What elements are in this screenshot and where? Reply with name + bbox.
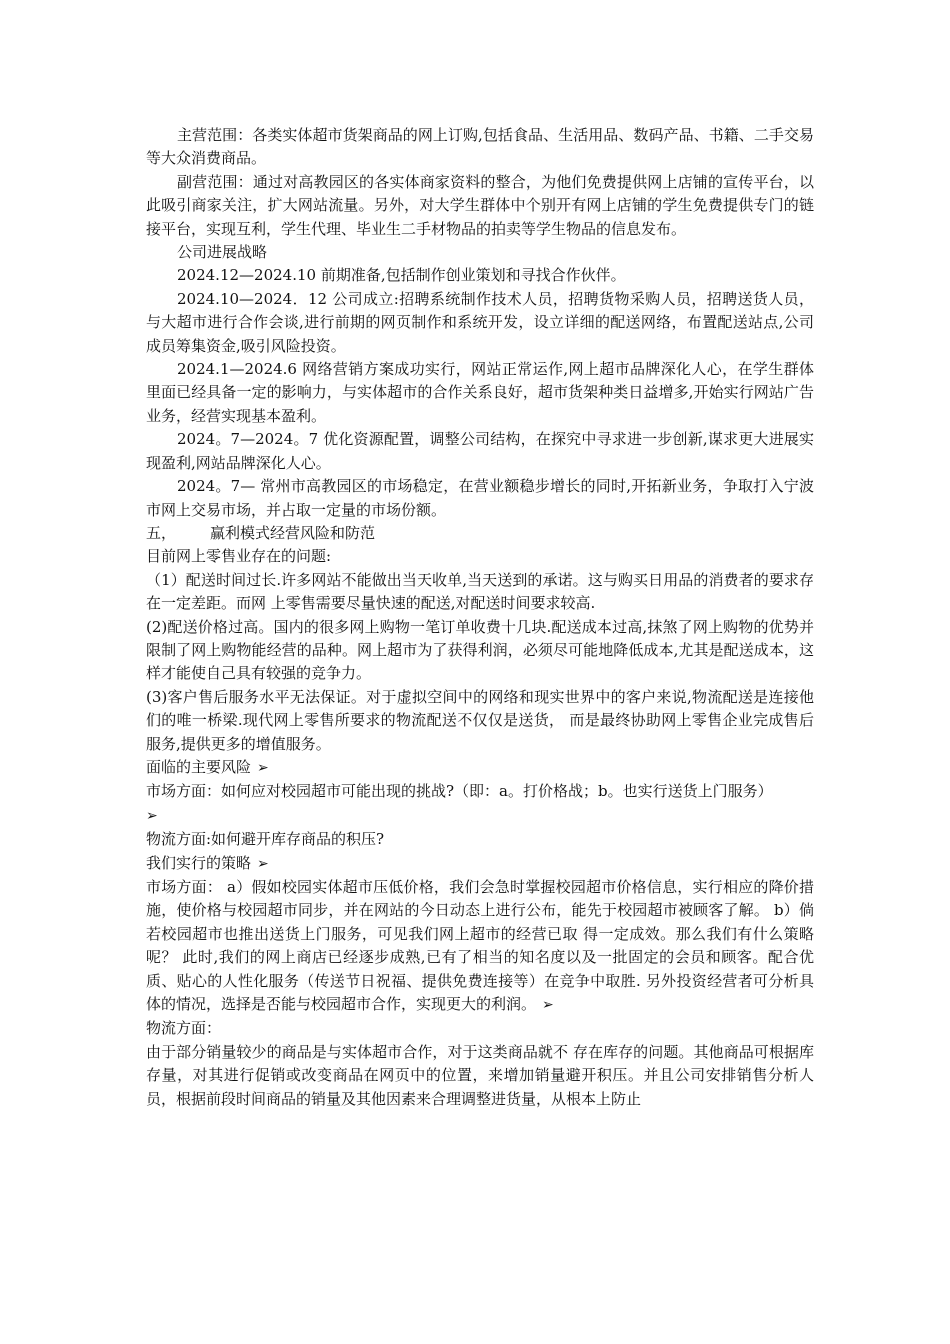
risks-title: 面临的主要风险 bbox=[146, 757, 252, 776]
problem-1-paragraph: （1）配送时间过长.许多网站不能做出当天收单,当天送到的承诺。这与购买日用品的消费者的要求存在一定差距。而网 上零售需要尽量快速的配送,对配送时间要求较高. bbox=[146, 570, 814, 613]
risks-heading bbox=[146, 756, 814, 780]
arrow-bullet-icon: ➢ bbox=[257, 855, 269, 872]
strategy-heading: 公司进展战略 bbox=[177, 243, 268, 262]
phase-4-paragraph: 2024。7—2024。7 优化资源配置，调整公司结构，在探究中寻求进一步创新,谋求更大进展实现盈利,网站品牌深化人心。 bbox=[146, 430, 814, 472]
risk-market-paragraph bbox=[146, 780, 814, 828]
problem-2-paragraph: (2)配送价格过高。国内的很多网上购物一笔订单收费十几块.配送成本过高,抹煞了网上购物的优势并限制了网上购物能经营的品种。网上超市为了获得利润，必须尽可能地降低成本,尤其是配送成本，这样才能使自己具有较强的竞争力。 bbox=[146, 617, 814, 683]
strategy-market-text: 市场方面： a）假如校园实体超市压低价格，我们会急时掌握校园超市价格信息，实行相应的降价措施，使价格与校园超市同步，并在网站的今日动态上进行公布，能先于校园超市被顾客了解。 b）倘若校园超市也推出送货上门服务，可见我们网上超市的经营已取 得一定成效。那么我们有什么策略呢？ 此时,我们的网上商店已经逐步成熟,已有了相当的知名度以及一批固定的会员和顾客。配合优质、贴心的人性化服务（传送节日祝福、提供免费连接等）在竞争中取胜. 另外投资经营者可分析具体的情况，选择是否能与校园超市合作，实现更大的利润。 bbox=[146, 878, 814, 1014]
risk-logistics-paragraph: 物流方面:如何避开库存商品的积压? bbox=[146, 830, 385, 849]
risk-market-text: 市场方面：如何应对校园超市可能出现的挑战?（即：a。打价格战；b。也实行送货上门服务） bbox=[146, 782, 773, 801]
phase-1-paragraph: 2024.12—2024.10 前期准备,包括制作创业策划和寻找合作伙伴。 bbox=[177, 266, 626, 285]
section-number: 五， bbox=[146, 523, 177, 542]
side-scope-paragraph: 副营范围：通过对高教园区的各实体商家资料的整合，为他们免费提供网上店铺的宣传平台，以此吸引商家关注，扩大网站流量。另外，对大学生群体中个别开有网上店铺的学生免费提供专门的链接平台，实现互利，学生代理、毕业生二手材物品的拍卖等学生物品的信息发布。 bbox=[146, 172, 814, 238]
phase-2-paragraph: 2024.10—2024．12 公司成立:招聘系统制作技术人员，招聘货物采购人员，招聘送货人员，与大超市进行合作会谈,进行前期的网页制作和系统开发，设立详细的配送网络，布置配送站点,公司成员筹集资金,吸引风险投资。 bbox=[146, 289, 814, 355]
arrow-bullet-icon: ➢ bbox=[146, 807, 158, 824]
problems-heading: 目前网上零售业存在的问题: bbox=[146, 547, 332, 566]
main-scope-paragraph: 主营范围：各类实体超市货架商品的网上订购,包括食品、生活用品、数码产品、书籍、二手交易等大众消费商品。 bbox=[146, 126, 814, 168]
our-strategy-heading bbox=[146, 852, 814, 876]
phase-3-paragraph: 2024.1—2024.6 网络营销方案成功实行，网站正常运作,网上超市品牌深化人心，在学生群体里面已经具备一定的影响力，与实体超市的合作关系良好，超市货架种类日益增多,开始实行网站广告业务，经营实现基本盈利。 bbox=[146, 360, 814, 425]
arrow-bullet-icon: ➢ bbox=[257, 759, 269, 776]
strategy-logistics-heading: 物流方面： bbox=[146, 1019, 222, 1038]
problem-3-paragraph: (3)客户售后服务水平无法保证。对于虚拟空间中的网络和现实世界中的客户来说,物流配送是连接他们的唯一桥梁.现代网上零售所要求的物流配送不仅仅是送货， 而是最终协助网上零售企业完成售后服务,提供更多的增值服务。 bbox=[146, 687, 814, 753]
strategy-logistics-paragraph: 由于部分销量较少的商品是与实体超市合作，对于这类商品就不 存在库存的问题。其他商品可根据库存量，对其进行促销或改变商品在网页中的位置，来增加销量避开积压。并且公司安排销售分析人员，根据前段时间商品的销量及其他因素来合理调整进货量，从根本上防止 bbox=[146, 1042, 814, 1108]
strategy-market-paragraph bbox=[146, 876, 814, 1017]
our-strategy-title: 我们实行的策略 bbox=[146, 853, 252, 872]
phase-5-paragraph: 2024。7— 常州市高教园区的市场稳定，在营业额稳步增长的同时,开拓新业务，争取打入宁波市网上交易市场，并占取一定量的市场份额。 bbox=[146, 477, 814, 519]
arrow-bullet-icon: ➢ bbox=[542, 997, 554, 1014]
section-5-heading bbox=[146, 522, 814, 545]
document-body bbox=[146, 124, 814, 1111]
section-title: 赢利模式经营风险和防范 bbox=[210, 523, 376, 542]
